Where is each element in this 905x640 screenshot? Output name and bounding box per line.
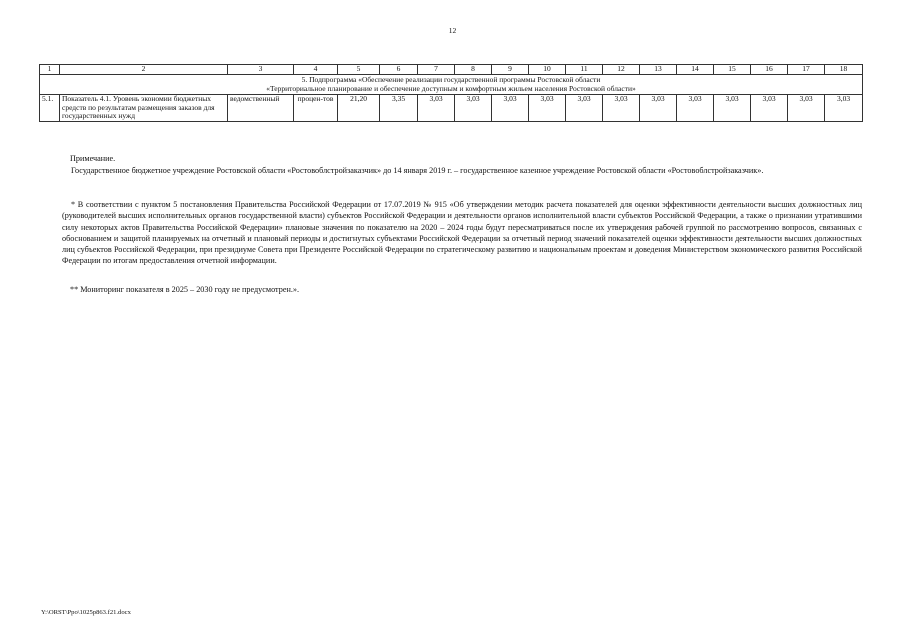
- subprogram-title-line: 5. Подпрограмма «Обеспечение реализации государственной программы Ростовской области: [301, 75, 601, 84]
- indicator-value: 3,03: [492, 95, 529, 122]
- column-number-cell: 1: [40, 65, 60, 75]
- indicator-value: 3,03: [603, 95, 640, 122]
- subprogram-title-line: «Территориальное планирование и обеспечение доступным и комфортным жильем населения Ростовской области»: [266, 83, 636, 93]
- column-number-cell: 13: [640, 65, 677, 75]
- indicator-value: 3,03: [455, 95, 492, 122]
- indicator-value: 3,35: [380, 95, 418, 122]
- column-number-cell: 17: [788, 65, 825, 75]
- indicator-value: 3,03: [566, 95, 603, 122]
- indicator-value: 21,20: [338, 95, 380, 122]
- footnote-two: ** Мониторинг показателя в 2025 – 2030 году не предусмотрен.».: [70, 285, 300, 294]
- indicator-value: 3,03: [788, 95, 825, 122]
- subprogram-title-cell: [40, 75, 863, 95]
- indicator-type: ведомственный: [228, 95, 294, 122]
- column-number-cell: 5: [338, 65, 380, 75]
- page-number: 12: [448, 26, 457, 35]
- indicator-value: 3,03: [640, 95, 677, 122]
- indicator-table: [39, 64, 863, 122]
- indicator-number: 5.1.: [40, 95, 60, 122]
- indicator-row: [40, 95, 863, 122]
- column-number-cell: 18: [825, 65, 863, 75]
- column-number-cell: 6: [380, 65, 418, 75]
- note-heading: Примечание.: [70, 154, 116, 163]
- column-number-row: [40, 65, 863, 75]
- note-paragraph: Государственное бюджетное учреждение Ростовской области «Ростовоблстройзаказчик» до 14 января 2019 г. – государственное казенное учреждение Ростовской области «Ростовоблстройзаказчик».: [71, 166, 764, 175]
- column-number-cell: 2: [60, 65, 228, 75]
- column-number-cell: 14: [677, 65, 714, 75]
- indicator-name: Показатель 4.1. Уровень экономии бюджетных средств по результатам размещения заказов для государственных нужд: [60, 95, 228, 122]
- column-number-cell: 11: [566, 65, 603, 75]
- column-number-cell: 12: [603, 65, 640, 75]
- indicator-value: 3,03: [714, 95, 751, 122]
- column-number-cell: 3: [228, 65, 294, 75]
- column-number-cell: 8: [455, 65, 492, 75]
- indicator-value: 3,03: [418, 95, 455, 122]
- subprogram-row: [40, 75, 863, 95]
- column-number-cell: 9: [492, 65, 529, 75]
- indicator-value: 3,03: [751, 95, 788, 122]
- column-number-cell: 10: [529, 65, 566, 75]
- indicator-unit: процен-тов: [294, 95, 338, 122]
- indicator-value: 3,03: [677, 95, 714, 122]
- file-path-footer: Y:\ORST\Ppo\1025p863.f21.docx: [41, 609, 131, 616]
- column-number-cell: 7: [418, 65, 455, 75]
- indicator-value: 3,03: [825, 95, 863, 122]
- column-number-cell: 15: [714, 65, 751, 75]
- indicator-value: 3,03: [529, 95, 566, 122]
- footnote-one: * В соответствии с пунктом 5 постановления Правительства Российской Федерации от 17.07.2019 № 915 «Об утверждении методик расчета показателей для оценки эффективности деятельности высших должностных лиц (руководителей высших исполнительных органов государственной власти) субъектов Российской Федерации и деятельности органов исполнительной власти субъектов Российской Федерации, а также о признании утратившими силу некоторых актов Правительства Российской Федерации» плановые значения по показателю на 2020 – 2024 годы будут пересматриваться после их утверждения рабочей группой по рассмотрению вопросов, связанных с обоснованием и защитой планируемых на отчетный и плановый периоды и достигнутых субъектами Российской Федерации за отчетный период значений показателей оценки эффективности деятельности высших должностных лиц субъектов Российской Федерации, при президиуме Совета при Президенте Российской Федерации по стратегическому развитию и национальным проектам и доведения Министерством экономического развития Российской Федерации по итогам предоставления отчетной информации.: [62, 200, 862, 266]
- column-number-cell: 16: [751, 65, 788, 75]
- column-number-cell: 4: [294, 65, 338, 75]
